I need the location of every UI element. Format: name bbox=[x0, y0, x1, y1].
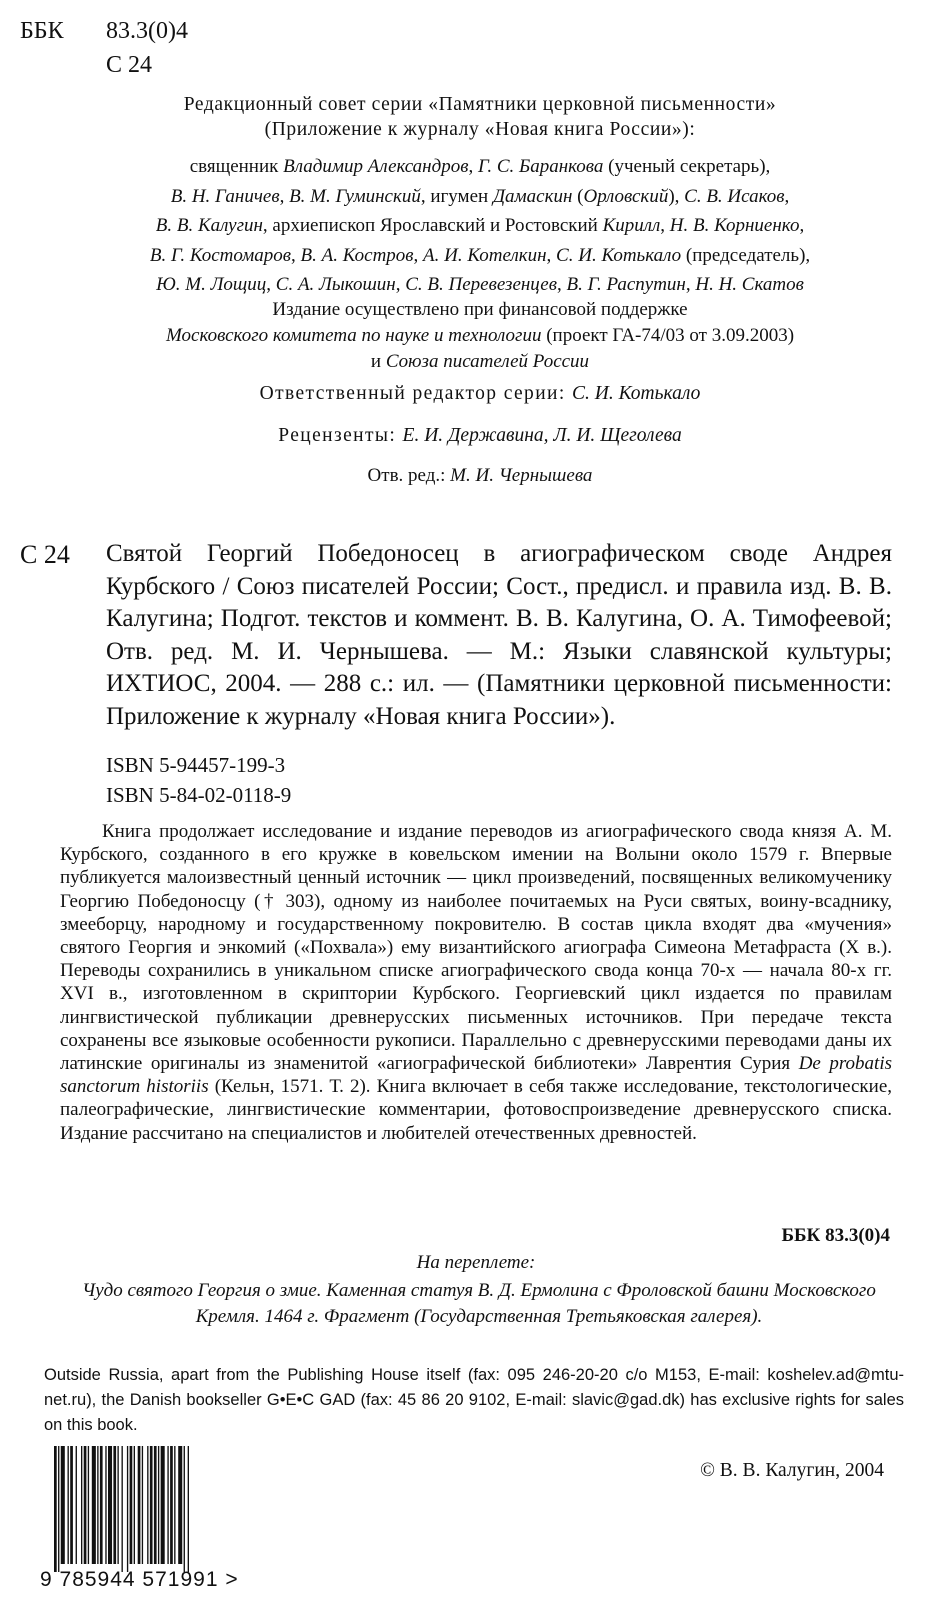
member-italic-run: С. В. Перевезенцев bbox=[405, 274, 557, 295]
responsible-editor-label: Отв. ред.: bbox=[367, 465, 446, 486]
reviewers bbox=[60, 425, 900, 447]
funding-italic-run: Союза писателей России bbox=[385, 351, 590, 372]
barcode-bar bbox=[61, 1446, 65, 1564]
member-italic-run: Владимир Александров bbox=[283, 156, 469, 177]
series-editor-name: С. И. Котькало bbox=[571, 383, 701, 404]
barcode-bar bbox=[174, 1446, 175, 1564]
member-italic-run: В. Н. Ганичев bbox=[170, 185, 280, 207]
member-text-run: , bbox=[784, 185, 790, 207]
member-italic-run: В. В. Калугин bbox=[155, 215, 263, 236]
barcode-bar bbox=[147, 1446, 148, 1564]
barcode-bar bbox=[138, 1446, 141, 1564]
member-line bbox=[50, 182, 910, 212]
bbk-line bbox=[20, 14, 188, 48]
responsible-editor bbox=[60, 465, 900, 487]
funding-text-run: (проект ГА-74/03 от 3.09.2003) bbox=[541, 325, 795, 346]
member-text-run: , bbox=[395, 274, 406, 295]
barcode-bar bbox=[54, 1446, 57, 1572]
barcode-bar bbox=[100, 1446, 103, 1564]
bbk-code: 83.3(0)4 bbox=[106, 18, 188, 44]
bbk-label: ББК bbox=[20, 18, 64, 44]
member-italic-run: Г. С. Баранкова bbox=[477, 156, 604, 177]
barcode-bar bbox=[184, 1446, 185, 1572]
member-text-run: , bbox=[266, 274, 276, 295]
member-text-run: , bbox=[546, 244, 557, 266]
barcode-bar bbox=[170, 1446, 173, 1564]
funding-text-run: и bbox=[370, 351, 386, 372]
member-text-run: , bbox=[556, 274, 567, 295]
barcode bbox=[50, 1442, 240, 1574]
annotation bbox=[60, 820, 892, 1145]
council-members bbox=[50, 152, 910, 300]
barcode-bar bbox=[122, 1446, 123, 1572]
barcode-bar bbox=[88, 1446, 89, 1564]
funding-line bbox=[70, 297, 890, 323]
member-text-run: ( bbox=[572, 185, 584, 207]
barcode-bar bbox=[70, 1446, 73, 1564]
editorial-council-heading bbox=[60, 92, 900, 142]
member-italic-run: С. А. Лыкошин bbox=[275, 274, 396, 295]
barcode-number: 9 785944 571991 > bbox=[40, 1568, 239, 1591]
member-text-run: (ученый секретарь), bbox=[603, 156, 771, 177]
copyright: © В. В. Калугин, 2004 bbox=[700, 1460, 884, 1481]
binding-text: Чудо святого Георгия о змие. Каменная статуя В. Д. Ермолина с Фроловской башни Московского Кремля. 1464 г. Фрагмент (Государственная Третьяковская галерея). bbox=[82, 1280, 876, 1327]
barcode-bar bbox=[117, 1446, 118, 1564]
member-line bbox=[50, 211, 910, 241]
funding-line bbox=[70, 349, 890, 375]
barcode-bar bbox=[188, 1446, 189, 1572]
funding-line bbox=[70, 323, 890, 349]
barcode-bar bbox=[97, 1446, 98, 1564]
member-text-run: , bbox=[660, 215, 670, 236]
member-text-run: , bbox=[799, 215, 805, 236]
bbk-footer: ББК 83.3(0)4 bbox=[781, 1225, 890, 1246]
member-italic-run: В. Г. Распутин bbox=[566, 274, 686, 295]
funding-note bbox=[70, 297, 890, 375]
barcode-bar bbox=[130, 1446, 133, 1564]
annotation-italic-run: De probatis sanctorum historiis bbox=[60, 1053, 893, 1098]
barcode-bar bbox=[108, 1446, 112, 1564]
barcode-bar bbox=[158, 1446, 159, 1564]
annotation-text-run: Книга продолжает исследование и издание переводов из агиографического свода князя А. М. Курбского, созданного в его кружке в ковельском имении на Волыни около 1579 г. Впервые публикуется малоизвестный ценный источник — цикл произведений, посвященных великомученику Георгию Победоносцу († 303), одному из наиболее почитаемых на Руси святых, воину-всаднику, змееборцу, народному и государственному покровителю. В состав цикла входят два «мучения» святого Георгия и энкомий («Похвала») ему византийского агиографа Симеона Метафраста (X в.). Переводы сохранились в уникальном списке агиографического свода конца 70-х — начала 80-х гг. XVI в., изготовленном в скриптории Курбского. Георгиевский цикл издается по правилам лингвистической публикации древнерусских письменных источников. При передаче текста сохранены все языковые особенности рукописи. Параллельно с древнерусскими переводами даны их латинские оригиналы из знаменитой «агиографической библиотеки» Лаврентия Сурия bbox=[60, 821, 892, 1075]
barcode-bar bbox=[150, 1446, 153, 1564]
member-line bbox=[50, 270, 910, 300]
member-text-run: , bbox=[685, 274, 696, 295]
member-text-run: (председатель), bbox=[681, 244, 811, 266]
member-text-run: , игумен bbox=[420, 185, 493, 207]
member-text-run: ), bbox=[668, 185, 685, 207]
barcode-bar bbox=[92, 1446, 96, 1564]
member-italic-run: Орловский bbox=[583, 185, 669, 207]
distribution-note: Outside Russia, apart from the Publishing House itself (fax: 095 246-20-20 c/o M153, E-mail: koshelev.ad@mtu-net.ru), the Danish bookseller G•E•C GAD (fax: 45 86 20 9102, E-mail: slavic@gad.dk) has exclusive rights for sales on this book. bbox=[44, 1366, 904, 1434]
member-text-run: , bbox=[291, 244, 301, 266]
reviewers-names: Е. И. Державина, Л. И. Щеголева bbox=[402, 425, 682, 446]
catalog-description: Святой Георгий Победоносец в агиографическом своде Андрея Курбского / Союз писателей России; Сост., предисл. и правила изд. В. В. Калугина; Подгот. текстов и коммент. В. В. Калугина, О. А. Тимофеевой; Отв. ред. М. И. Чернышева. — М.: Языки славянской культуры; ИХТИОС, 2004. — 288 с.: ил. — (Памятники церковной письменности: Приложение к журналу «Новая книга России»). bbox=[106, 540, 892, 730]
catalog-code: С 24 bbox=[20, 540, 70, 569]
barcode-bar bbox=[127, 1446, 128, 1572]
barcode-bar bbox=[84, 1446, 87, 1564]
responsible-editor-name: М. И. Чернышева bbox=[450, 465, 593, 486]
reviewers-label: Рецензенты: bbox=[278, 425, 397, 446]
series-editor bbox=[60, 383, 900, 405]
member-italic-run: Дамаскин bbox=[492, 185, 573, 207]
barcode-bar bbox=[178, 1446, 182, 1564]
member-italic-run: Кирилл bbox=[602, 215, 661, 236]
member-text-run: , bbox=[279, 185, 290, 207]
barcode-bar bbox=[167, 1446, 168, 1564]
barcode-bar bbox=[113, 1446, 116, 1564]
barcode-bar bbox=[142, 1446, 143, 1564]
barcode-bar bbox=[134, 1446, 135, 1564]
council-line-1: Редакционный совет серии «Памятники церковной письменности» bbox=[183, 94, 777, 115]
funding-italic-run: Московского комитета по науке и технологии bbox=[165, 325, 542, 346]
member-text-run: священник bbox=[189, 156, 284, 177]
barcode-bar bbox=[58, 1446, 59, 1572]
member-italic-run: С. И. Котькало bbox=[556, 244, 682, 266]
annotation-text-run: (Кельн, 1571. Т. 2). Книга включает в себя также исследование, текстологические, палеографические, лингвистические комментарии, фотовоспроизведение древнерусского списка. Издание рассчитано на специалистов и любителей отечественных древностей. bbox=[60, 1076, 892, 1144]
member-italic-run: С. В. Исаков bbox=[684, 185, 785, 207]
member-italic-run: Н. Н. Скатов bbox=[695, 274, 804, 295]
series-editor-label: Ответственный редактор серии: bbox=[259, 383, 566, 404]
isbn-2: ISBN 5-84-02-0118-9 bbox=[106, 783, 292, 807]
bbk-header bbox=[20, 14, 188, 82]
council-line-2: (Приложение к журналу «Новая книга России»): bbox=[264, 119, 696, 140]
member-text-run: , bbox=[468, 156, 478, 177]
member-text-run: , архиепископ Ярославский и Ростовский bbox=[262, 215, 603, 236]
member-italic-run: В. А. Костров bbox=[300, 244, 414, 266]
member-line bbox=[50, 152, 910, 182]
binding-heading: На переплете: bbox=[416, 1252, 536, 1273]
member-italic-run: В. Г. Костомаров bbox=[149, 244, 292, 266]
barcode-bar bbox=[68, 1446, 69, 1564]
member-italic-run: Ю. М. Лощиц bbox=[156, 274, 267, 295]
barcode-bar bbox=[76, 1446, 77, 1564]
funding-text-run: Издание осуществлено при финансовой поддержке bbox=[272, 299, 688, 320]
barcode-bar bbox=[161, 1446, 165, 1564]
member-text-run: , bbox=[413, 244, 424, 266]
isbn-block bbox=[106, 750, 291, 810]
barcode-bar bbox=[154, 1446, 157, 1564]
member-italic-run: А. И. Котелкин bbox=[423, 244, 547, 266]
barcode-bar bbox=[105, 1446, 106, 1564]
author-mark: С 24 bbox=[106, 52, 153, 78]
member-line bbox=[50, 241, 910, 271]
member-italic-run: В. М. Гуминский bbox=[289, 185, 421, 207]
barcode-bar bbox=[81, 1446, 82, 1564]
isbn-1: ISBN 5-94457-199-3 bbox=[106, 753, 286, 777]
member-italic-run: Н. В. Корниенко bbox=[669, 215, 800, 236]
